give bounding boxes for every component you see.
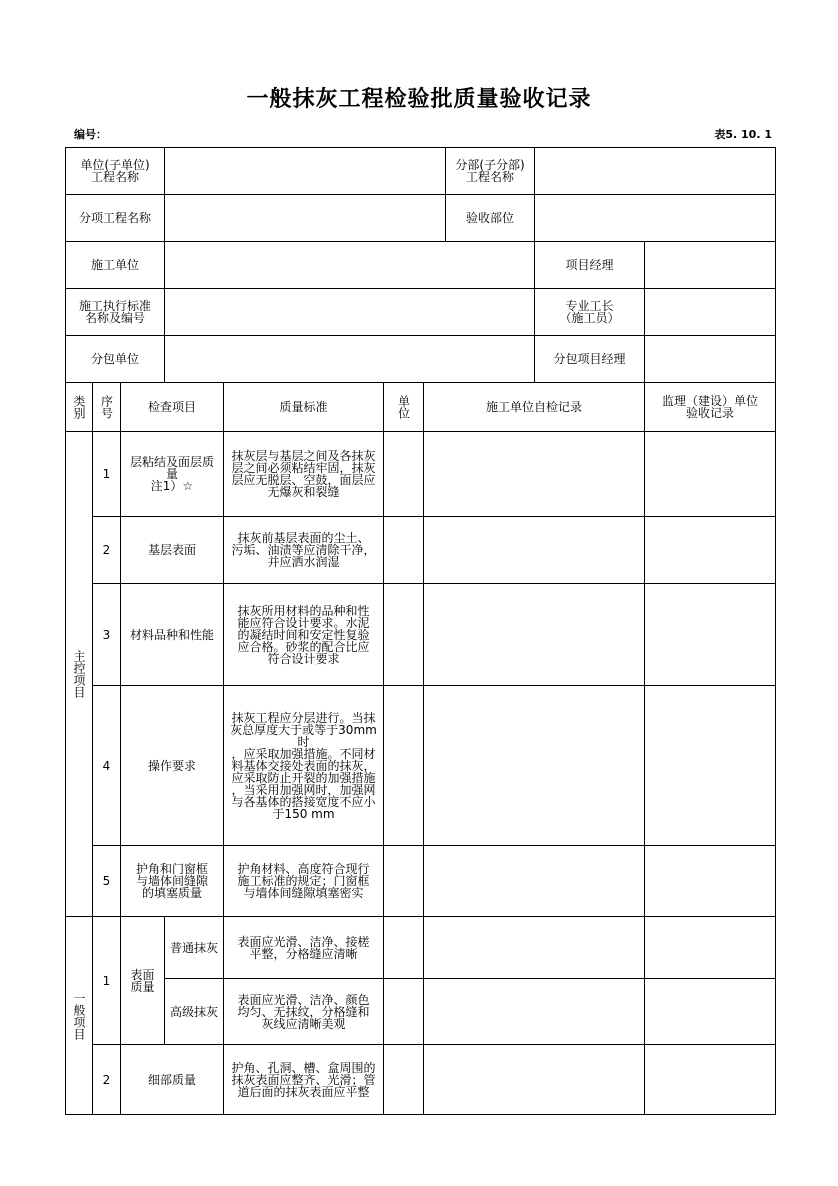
sub-manager-label: 分包项目经理 (535, 336, 645, 383)
supervision-cell[interactable] (645, 432, 776, 517)
unit-project-value[interactable] (165, 148, 446, 195)
quality-std-cell: 抹灰前基层表面的尘土、 污垢、油渍等应清除干净， 并应洒水润湿 (224, 517, 384, 584)
sub-project-value[interactable] (535, 148, 776, 195)
sub-manager-value[interactable] (645, 336, 776, 383)
check-item-cell: 基层表面 (121, 517, 224, 584)
quality-std-cell: 表面应光滑、洁净、颜色 均匀、无抹纹，分格缝和 灰线应清晰美观 (224, 979, 384, 1045)
form-number: 表5. 10. 1 (714, 128, 772, 141)
col-supervision: 监理（建设）单位 验收记录 (645, 383, 776, 432)
accept-part-label: 验收部位 (446, 195, 535, 242)
main-category: 主控项目 (66, 432, 93, 917)
self-check-cell[interactable] (424, 1045, 645, 1115)
seq-cell: 1 (93, 432, 121, 517)
table-row (66, 432, 776, 517)
supervision-cell[interactable] (645, 917, 776, 979)
inspection-table (65, 147, 776, 1115)
seq-cell: 2 (93, 1045, 121, 1115)
self-check-cell[interactable] (424, 979, 645, 1045)
quality-std-cell: 护角、孔洞、槽、盒周围的 抹灰表面应整齐、光滑；管 道后面的抹灰表面应平整 (224, 1045, 384, 1115)
self-check-cell[interactable] (424, 517, 645, 584)
seq-cell: 5 (93, 846, 121, 917)
general-category: 一般项目 (66, 917, 93, 1115)
quality-std-cell: 抹灰层与基层之间及各抹灰 层之间必须粘结牢固，抹灰 层应无脱层、空鼓，面层应 无爆灰和裂缝 (224, 432, 384, 517)
subcontractor-label: 分包单位 (66, 336, 165, 383)
subcontractor-value[interactable] (165, 336, 535, 383)
seq-cell: 2 (93, 517, 121, 584)
table-row (66, 584, 776, 686)
table-row (66, 979, 776, 1045)
code-label: 编号： (74, 128, 107, 141)
supervision-cell[interactable] (645, 846, 776, 917)
self-check-cell[interactable] (424, 846, 645, 917)
table-row (66, 917, 776, 979)
foreman-value[interactable] (645, 289, 776, 336)
page-title: 一般抹灰工程检验批质量验收记录 (246, 87, 592, 112)
supervision-cell[interactable] (645, 979, 776, 1045)
seq-cell: 1 (93, 917, 121, 1045)
standard-name-value[interactable] (165, 289, 535, 336)
sub-item-cell: 高级抹灰 (165, 979, 224, 1045)
standard-name-label: 施工执行标准 名称及编号 (66, 289, 165, 336)
item-project-value[interactable] (165, 195, 446, 242)
sub-project-label: 分部(子分部) 工程名称 (446, 148, 535, 195)
col-quality-std: 质量标准 (224, 383, 384, 432)
supervision-cell[interactable] (645, 686, 776, 846)
accept-part-value[interactable] (535, 195, 776, 242)
seq-cell: 3 (93, 584, 121, 686)
unit-cell[interactable] (384, 432, 424, 517)
unit-cell[interactable] (384, 917, 424, 979)
table-row (66, 1045, 776, 1115)
project-manager-value[interactable] (645, 242, 776, 289)
unit-project-label: 单位(子单位) 工程名称 (66, 148, 165, 195)
supervision-cell[interactable] (645, 1045, 776, 1115)
supervision-cell[interactable] (645, 517, 776, 584)
construction-unit-value[interactable] (165, 242, 535, 289)
check-item-cell: 表面 质量 (121, 917, 165, 1045)
unit-cell[interactable] (384, 686, 424, 846)
quality-std-cell: 抹灰所用材料的品种和性 能应符合设计要求。水泥 的凝结时间和安定性复验 应合格。砂浆的配合比应 符合设计要求 (224, 584, 384, 686)
unit-cell[interactable] (384, 584, 424, 686)
check-item-cell: 护角和门窗框 与墙体间缝隙 的填塞质量 (121, 846, 224, 917)
unit-cell[interactable] (384, 1045, 424, 1115)
unit-cell[interactable] (384, 979, 424, 1045)
table-row (66, 517, 776, 584)
foreman-label: 专业工长 （施工员） (535, 289, 645, 336)
col-seq: 序号 (93, 383, 121, 432)
self-check-cell[interactable] (424, 584, 645, 686)
self-check-cell[interactable] (424, 686, 645, 846)
self-check-cell[interactable] (424, 917, 645, 979)
check-item-cell: 操作要求 (121, 686, 224, 846)
quality-std-cell: 表面应光滑、洁净、接槎 平整，分格缝应清晰 (224, 917, 384, 979)
col-check-item: 检查项目 (121, 383, 224, 432)
project-manager-label: 项目经理 (535, 242, 645, 289)
table-row (66, 846, 776, 917)
check-item-cell: 细部质量 (121, 1045, 224, 1115)
quality-std-cell: 护角材料、高度符合现行 施工标准的规定；门窗框 与墙体间缝隙填塞密实 (224, 846, 384, 917)
quality-std-cell: 抹灰工程应分层进行。当抹 灰总厚度大于或等于30mm时 ，应采取加强措施。不同材 料基体交接处表面的抹灰， 应采取防止开裂的加强措施 ，当采用加强网时，加强网 与各基体的搭接宽度不应小 于150 mm (224, 686, 384, 846)
item-project-label: 分项工程名称 (66, 195, 165, 242)
table-row (66, 686, 776, 846)
seq-cell: 4 (93, 686, 121, 846)
unit-cell[interactable] (384, 517, 424, 584)
unit-cell[interactable] (384, 846, 424, 917)
construction-unit-label: 施工单位 (66, 242, 165, 289)
self-check-cell[interactable] (424, 432, 645, 517)
col-unit: 单位 (384, 383, 424, 432)
supervision-cell[interactable] (645, 584, 776, 686)
sub-item-cell: 普通抹灰 (165, 917, 224, 979)
check-item-cell: 层粘结及面层质量 注1）☆ (121, 432, 224, 517)
check-item-cell: 材料品种和性能 (121, 584, 224, 686)
col-category: 类别 (66, 383, 93, 432)
col-self-check: 施工单位自检记录 (424, 383, 645, 432)
